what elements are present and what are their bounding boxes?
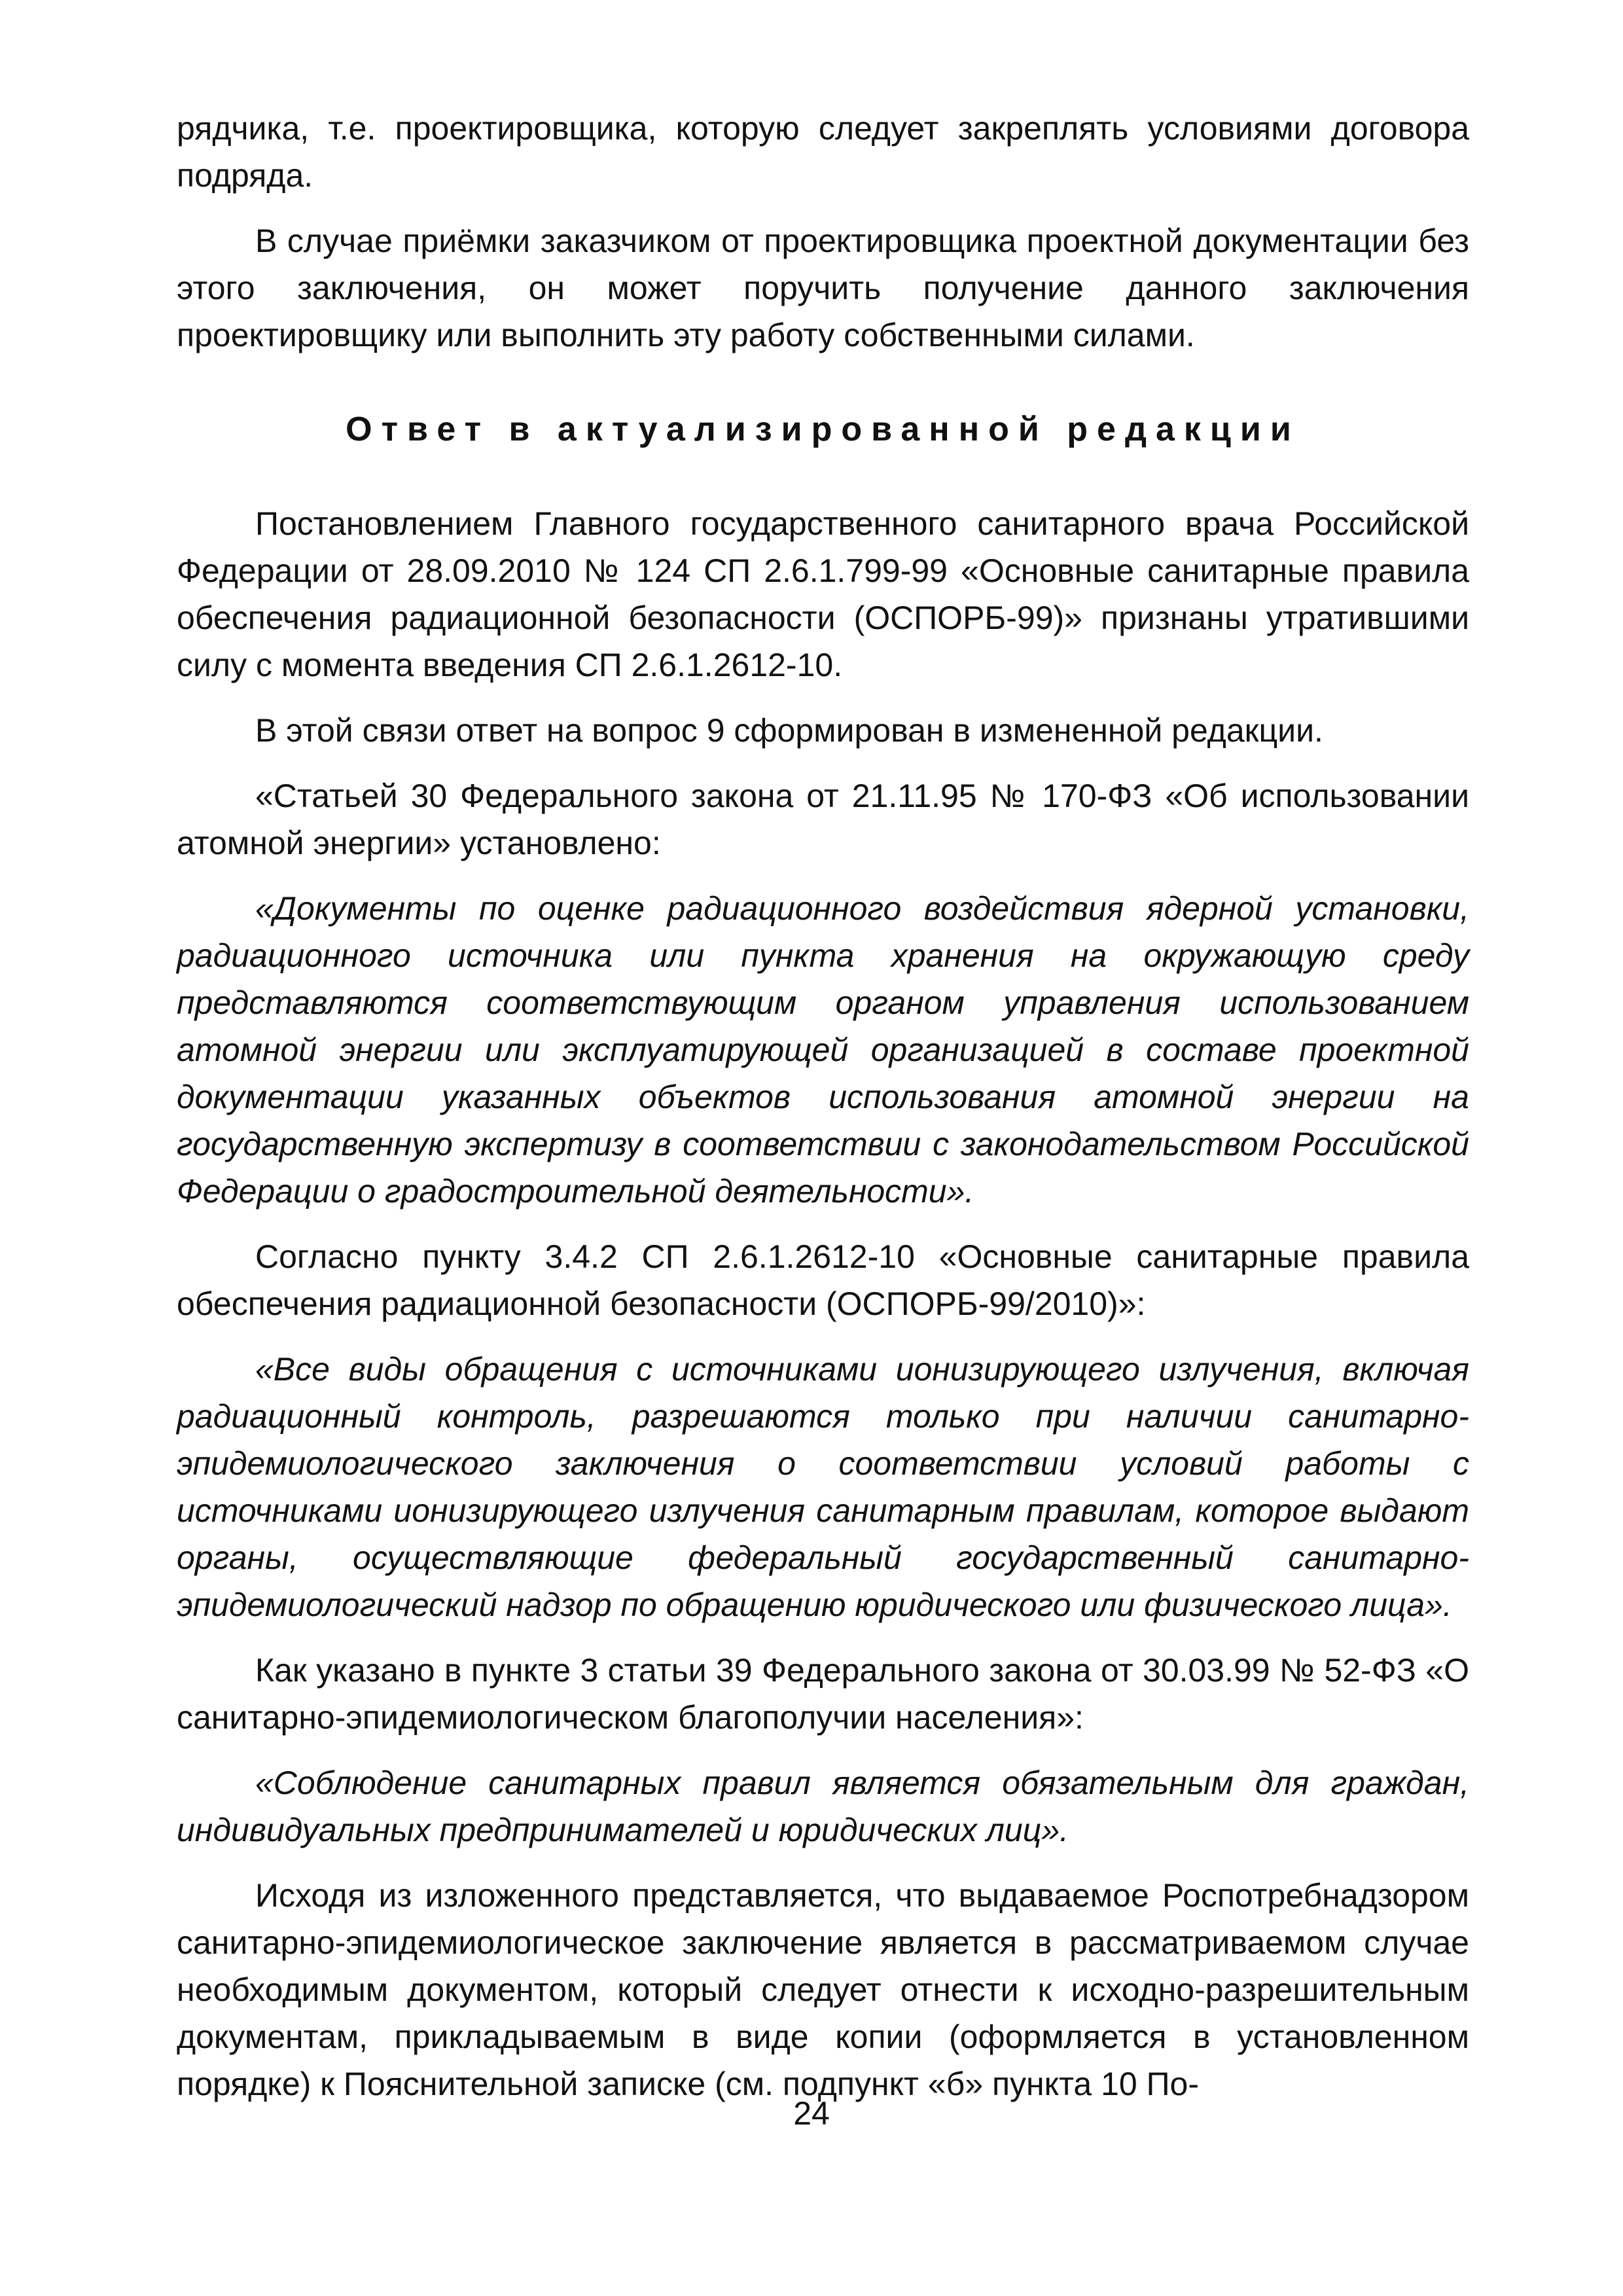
quote-law-170: «Документы по оценке радиационного воздействия ядерной установки, радиационного источника или пункта хранения на окружающую среду представляются соответствующим органом управления использованием атомной энергии или эксплуатирующей организацией в составе проектной документации указанных объектов использования атомной энергии на государственную экспертизу в соответствии с законодательством Российской Федерации о градостроительной деятельности». (177, 890, 1469, 1210)
paragraph-acceptance: В случае приёмки заказчиком от проектировщика проектной документации без этого заключения, он может поручить получение данного заключения проектировщику или выполнить эту работу собственными силами. (177, 223, 1469, 353)
quote-sp-reference: «Все виды обращения с источниками ионизирующего излучения, включая радиационный контроль, разрешаются только при наличии санитарно-эпидемиологического заключения о соответствии условий работы с источниками ионизирующего излучения санитарным правилам, которое выдают органы, осуществляющие федеральный государственный санитарно-эпидемиологический надзор по обращению юридического или физического лица». (177, 1351, 1469, 1623)
paragraph-continuation: рядчика, т.е. проектировщика, которую следует закреплять условиями договора подряда. (177, 110, 1469, 194)
section-heading: Ответ в актуализированной редакции (346, 410, 1300, 448)
paragraph-law-52: Как указано в пункте 3 статьи 39 Федерального закона от 30.03.99 № 52-ФЗ «О санитарно-эпидемиологическом благополучии населения»: (177, 1652, 1469, 1736)
paragraph-conclusion: Исходя из изложенного представляется, что выдаваемое Роспотребнадзором санитарно-эпидемиологическое заключение является в рассматриваемом случае необходимым документом, который следует отнести к исходно-разрешительным документам, прикладываемым в виде копии (оформляется в установленном порядке) к Пояснительной записке (см. подпункт «б» пункта 10 По- (177, 1877, 1469, 2102)
paragraph-resolution: Постановлением Главного государственного санитарного врача Российской Федерации от 28.09.2010 № 124 СП 2.6.1.799-99 «Основные санитарные правила обеспечения радиационной безопасности (ОСПОРБ-99)» признаны утратившими силу с момента введения СП 2.6.1.2612-10. (177, 505, 1469, 683)
paragraph-sp-reference: Согласно пункту 3.4.2 СП 2.6.1.2612-10 «Основные санитарные правила обеспечения радиационной безопасности (ОСПОРБ-99/2010)»: (177, 1238, 1469, 1322)
paragraph-context: В этой связи ответ на вопрос 9 сформирован в измененной редакции. (255, 712, 1323, 749)
page-number: 24 (793, 2095, 830, 2132)
paragraph-law-170: «Статьей 30 Федерального закона от 21.11.95 № 170-ФЗ «Об использовании атомной энергии» установлено: (177, 778, 1469, 861)
document-page (177, 105, 1469, 2126)
quote-law-52: «Соблюдение санитарных правил является обязательным для граждан, индивидуальных предпринимателей и юридических лиц». (177, 1765, 1469, 1848)
